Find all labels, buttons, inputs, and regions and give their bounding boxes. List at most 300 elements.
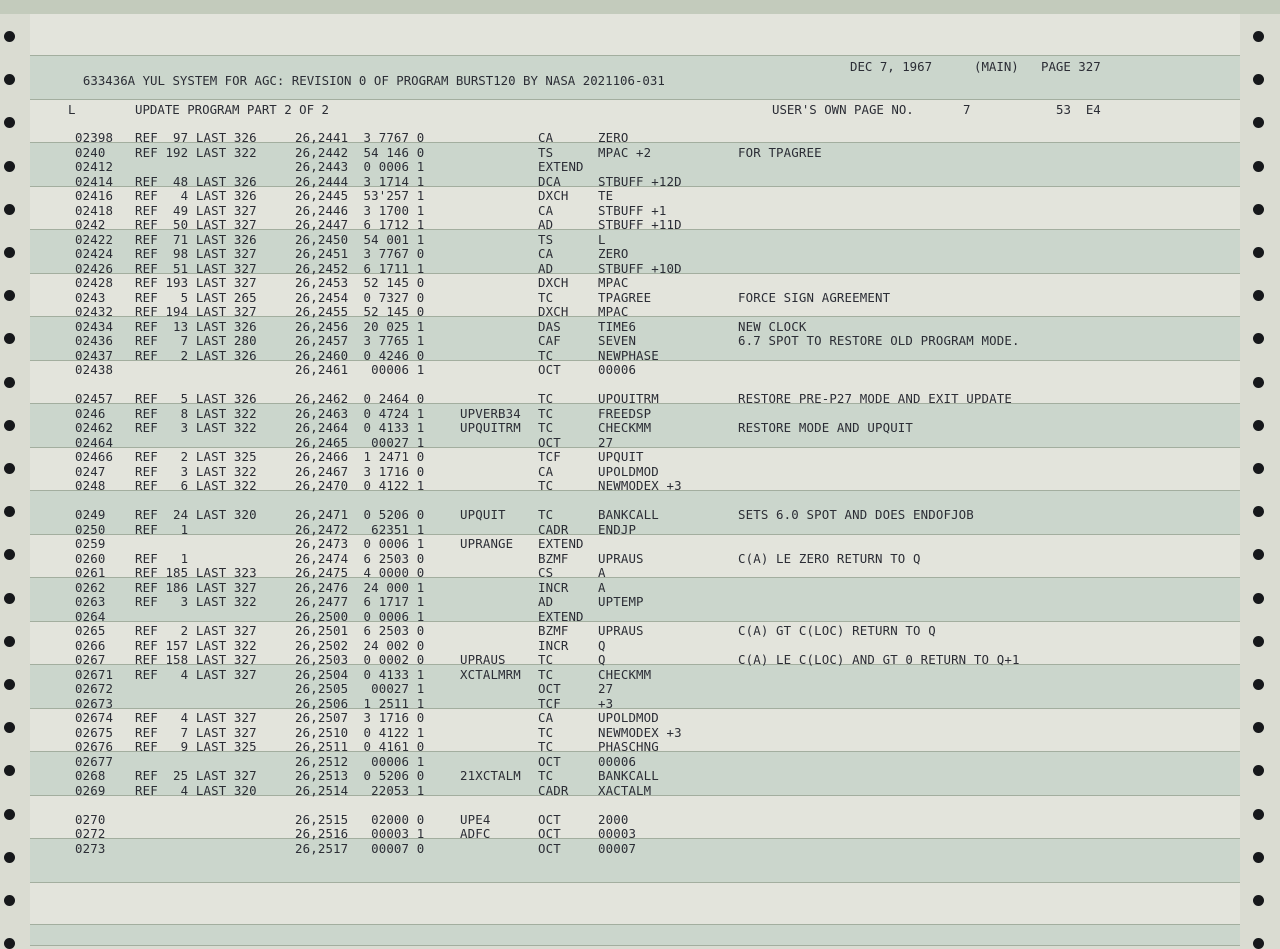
line-number: 0272 — [75, 826, 106, 841]
opcode: CAF — [538, 333, 561, 348]
ref-info — [135, 755, 295, 770]
listing-row — [75, 523, 1158, 538]
label: UPRANGE — [460, 536, 514, 551]
listing-row — [75, 566, 1158, 581]
ref-info — [135, 378, 295, 393]
line-number — [75, 378, 135, 393]
ref-info: REF 4 LAST 327 — [135, 666, 257, 682]
sprocket-hole — [1253, 679, 1264, 690]
label — [460, 798, 538, 813]
opcode: TC — [538, 507, 554, 522]
line-number: 0267 — [75, 652, 106, 667]
ref-info: REF 157 LAST 322 — [135, 637, 257, 653]
address-code: 26,2444 3 1714 1 — [295, 173, 425, 189]
line-number: 0273 — [75, 840, 106, 856]
listing-row — [75, 392, 1158, 407]
ref-info: REF 185 LAST 323 — [135, 565, 257, 580]
line-number: 0266 — [75, 637, 106, 653]
address-code: 26,2503 0 0002 0 — [295, 652, 425, 667]
comment — [738, 566, 1158, 581]
listing-row — [75, 204, 1158, 219]
label — [460, 523, 538, 538]
comment — [738, 262, 1158, 277]
label — [460, 465, 538, 480]
label — [460, 146, 538, 161]
comment — [738, 682, 1158, 697]
sprocket-hole — [4, 722, 15, 733]
listing-row — [75, 581, 1158, 596]
ref-info: REF 8 LAST 322 — [135, 405, 257, 421]
listing-row — [75, 465, 1158, 480]
opcode: TC — [538, 739, 554, 754]
operand: STBUFF +11D — [598, 217, 682, 232]
listing-row — [75, 305, 1158, 320]
comment — [738, 407, 1158, 422]
opcode: CADR — [538, 782, 569, 798]
label — [460, 842, 538, 857]
operand: MPAC — [598, 304, 629, 319]
header-title: 633436A YUL SYSTEM FOR AGC: REVISION 0 OF PROGRAM BURST120 BY NASA 2021106-031 — [82, 73, 665, 88]
band — [30, 924, 1240, 946]
line-number: 0240 — [75, 144, 106, 160]
sprocket-hole — [4, 420, 15, 431]
address-code: 26,2447 6 1712 1 — [295, 217, 425, 232]
operand: ENDJP — [598, 521, 637, 537]
opcode: OCT — [538, 681, 561, 696]
sprocket-hole — [4, 549, 15, 560]
label — [460, 247, 538, 262]
listing-row — [75, 639, 1158, 654]
comment: C(A) LE C(LOC) AND GT 0 RETURN TO Q+1 — [738, 652, 1020, 667]
operand: A — [598, 579, 606, 595]
address-code: 26,2473 0 0006 1 — [295, 536, 425, 551]
sprocket-hole — [4, 290, 15, 301]
address-code: 26,2471 0 5206 0 — [295, 507, 425, 522]
header-users-page: USER'S OWN PAGE NO. — [772, 102, 914, 117]
comment: NEW CLOCK — [738, 318, 807, 334]
operand: UPRAUS — [598, 550, 644, 566]
comment — [738, 204, 1158, 219]
comment — [738, 595, 1158, 610]
opcode: TC — [538, 652, 554, 667]
comment — [738, 697, 1158, 712]
header-subtitle: UPDATE PROGRAM PART 2 OF 2 — [135, 102, 329, 117]
operand: CHECKMM — [598, 666, 652, 682]
label — [460, 349, 538, 364]
comment — [738, 378, 1158, 393]
ref-info: REF 9 LAST 325 — [135, 739, 257, 754]
sprocket-hole — [4, 895, 15, 906]
line-number: 02437 — [75, 347, 114, 363]
header-date: DEC 7, 1967 — [850, 59, 933, 74]
label — [460, 175, 538, 190]
opcode — [538, 798, 598, 813]
label: 21XCTALM — [460, 768, 521, 783]
label: XCTALMRM — [460, 666, 521, 682]
ref-info: REF 2 LAST 327 — [135, 623, 257, 638]
listing-row — [75, 537, 1158, 552]
sprocket-hole — [1253, 722, 1264, 733]
opcode: INCR — [538, 637, 569, 653]
top-edge — [0, 0, 1280, 14]
opcode: TS — [538, 231, 554, 247]
listing-row — [75, 262, 1158, 277]
comment — [738, 218, 1158, 233]
label — [460, 320, 538, 335]
listing-row — [75, 378, 1158, 393]
opcode: TC — [538, 391, 554, 406]
ref-info — [135, 436, 295, 451]
line-number: 0243 — [75, 289, 106, 305]
comment — [738, 479, 1158, 494]
sprocket-hole — [1253, 852, 1264, 863]
line-number: 0262 — [75, 579, 106, 595]
opcode: TC — [538, 724, 554, 740]
listing-row — [75, 697, 1158, 712]
label — [460, 639, 538, 654]
operand: 00006 — [598, 362, 637, 377]
address-code: 26,2450 54 001 1 — [295, 231, 425, 247]
sprocket-hole — [1253, 895, 1264, 906]
sprocket-hole — [4, 506, 15, 517]
sprocket-hole — [1253, 809, 1264, 820]
sprocket-hole — [1253, 117, 1264, 128]
operand: STBUFF +1 — [598, 202, 667, 218]
comment — [738, 639, 1158, 654]
opcode: CA — [538, 202, 554, 218]
line-number: 02398 — [75, 130, 114, 145]
ref-info: REF 6 LAST 322 — [135, 478, 257, 493]
header-page: PAGE 327 — [1041, 59, 1101, 74]
address-code: 26,2457 3 7765 1 — [295, 333, 425, 348]
ref-info — [135, 610, 295, 625]
ref-info: REF 7 LAST 280 — [135, 333, 257, 348]
operand: 2000 — [598, 811, 629, 827]
label: UPQUITRM — [460, 420, 521, 435]
label — [460, 262, 538, 277]
opcode: DAS — [538, 318, 561, 334]
comment — [738, 465, 1158, 480]
ref-info: REF 3 LAST 322 — [135, 420, 257, 435]
listing-row — [75, 682, 1158, 697]
line-number — [75, 798, 135, 813]
label — [460, 595, 538, 610]
comment: FORCE SIGN AGREEMENT — [738, 289, 891, 305]
listing-row — [75, 146, 1158, 161]
ref-info — [135, 827, 295, 842]
sprocket-hole — [1253, 549, 1264, 560]
comment: SETS 6.0 SPOT AND DOES ENDOFJOB — [738, 507, 974, 522]
address-code: 26,2502 24 002 0 — [295, 637, 425, 653]
sprocket-hole — [4, 333, 15, 344]
ref-info: REF 7 LAST 327 — [135, 724, 257, 740]
opcode: TCF — [538, 449, 561, 464]
comment — [738, 494, 1158, 509]
sprocket-hole — [4, 117, 15, 128]
ref-info — [135, 798, 295, 813]
opcode: TCF — [538, 695, 561, 711]
label — [460, 363, 538, 378]
sprocket-hole — [1253, 31, 1264, 42]
operand: 27 — [598, 681, 614, 696]
address-code: 26,2441 3 7767 0 — [295, 130, 425, 145]
operand: SEVEN — [598, 333, 637, 348]
ref-info: REF 4 LAST 320 — [135, 782, 257, 798]
label — [460, 131, 538, 146]
label — [460, 711, 538, 726]
comment — [738, 537, 1158, 552]
opcode: EXTEND — [538, 536, 584, 551]
line-number: 02436 — [75, 333, 114, 348]
ref-info — [135, 842, 295, 857]
listing-row — [75, 160, 1158, 175]
listing-row — [75, 479, 1158, 494]
line-number: 02428 — [75, 275, 114, 290]
line-number: 02457 — [75, 391, 114, 406]
address-code: 26,2451 3 7767 0 — [295, 246, 425, 261]
label — [460, 740, 538, 755]
ref-info: REF 158 LAST 327 — [135, 652, 257, 667]
label — [460, 784, 538, 799]
address-code: 26,2446 3 1700 1 — [295, 202, 425, 218]
opcode: EXTEND — [538, 159, 584, 174]
header-right: 53 E4 — [1056, 102, 1101, 117]
line-number: 02422 — [75, 231, 114, 247]
label — [460, 233, 538, 248]
line-number: 0248 — [75, 478, 106, 493]
comment — [738, 726, 1158, 741]
operand: CHECKMM — [598, 420, 652, 435]
comment: 6.7 SPOT TO RESTORE OLD PROGRAM MODE. — [738, 333, 1020, 348]
address-code: 26,2456 20 025 1 — [295, 318, 425, 334]
label — [460, 218, 538, 233]
opcode: CA — [538, 130, 554, 145]
opcode: TC — [538, 478, 554, 493]
comment — [738, 363, 1158, 378]
sprocket-hole — [1253, 333, 1264, 344]
label — [460, 334, 538, 349]
label — [460, 160, 538, 175]
comment — [738, 740, 1158, 755]
operand — [598, 798, 738, 813]
sprocket-hole — [4, 809, 15, 820]
sprocket-hole — [4, 593, 15, 604]
comment — [738, 247, 1158, 262]
opcode: OCT — [538, 811, 561, 827]
address-code: 26,2466 1 2471 0 — [295, 449, 425, 464]
listing-row — [75, 334, 1158, 349]
opcode: TS — [538, 144, 554, 160]
listing-row — [75, 740, 1158, 755]
sprocket-hole — [4, 463, 15, 474]
sprocket-hole — [1253, 636, 1264, 647]
sprocket-hole — [4, 679, 15, 690]
opcode: BZMF — [538, 623, 569, 638]
address-code: 26,2475 4 0000 0 — [295, 565, 425, 580]
opcode: AD — [538, 594, 554, 609]
sprocket-hole — [1253, 506, 1264, 517]
ref-info — [135, 697, 295, 712]
operand — [598, 537, 738, 552]
listing-row — [75, 494, 1158, 509]
ref-info: REF 51 LAST 327 — [135, 260, 257, 276]
address-code: 26,2442 54 146 0 — [295, 144, 425, 160]
line-number: 02464 — [75, 434, 114, 450]
operand: A — [598, 565, 606, 580]
operand: PHASCHNG — [598, 739, 659, 754]
comment — [738, 827, 1158, 842]
header-line-1 — [68, 60, 665, 88]
ref-info: REF 49 LAST 327 — [135, 202, 257, 218]
listing-row — [75, 450, 1158, 465]
ref-info: REF 50 LAST 327 — [135, 217, 257, 232]
opcode: EXTEND — [538, 608, 584, 624]
label — [460, 204, 538, 219]
label — [460, 726, 538, 741]
address-code: 26,2463 0 4724 1 — [295, 405, 425, 421]
address-code: 26,2470 0 4122 1 — [295, 478, 425, 493]
ref-info: REF 1 — [135, 521, 189, 537]
ref-info: REF 71 LAST 326 — [135, 231, 257, 247]
sprocket-hole — [4, 74, 15, 85]
operand: TPAGREE — [598, 289, 652, 305]
address-code: 26,2512 00006 1 — [295, 753, 425, 769]
address-code: 26,2453 52 145 0 — [295, 275, 425, 290]
listing-row — [75, 711, 1158, 726]
address-code: 26,2454 0 7327 0 — [295, 289, 425, 305]
listing-row — [75, 363, 1158, 378]
opcode: TC — [538, 289, 554, 305]
listing-row — [75, 552, 1158, 567]
label: UPQUIT — [460, 507, 506, 522]
operand: FREEDSP — [598, 405, 652, 421]
line-number: 0259 — [75, 536, 106, 551]
operand: BANKCALL — [598, 507, 659, 522]
label: UPRAUS — [460, 652, 506, 667]
ref-info — [135, 363, 295, 378]
comment — [738, 276, 1158, 291]
listing-row — [75, 218, 1158, 233]
opcode: OCT — [538, 826, 561, 841]
listing-row — [75, 842, 1158, 857]
comment — [738, 755, 1158, 770]
comment — [738, 523, 1158, 538]
listing-row — [75, 247, 1158, 262]
listing-row — [75, 291, 1158, 306]
opcode: TC — [538, 347, 554, 363]
ref-info: REF 1 — [135, 550, 189, 566]
listing-row — [75, 668, 1158, 683]
line-number: 0260 — [75, 550, 106, 566]
address-code — [295, 378, 460, 393]
label: UPE4 — [460, 811, 491, 827]
operand: UPOLDMOD — [598, 710, 659, 725]
address-code: 26,2507 3 1716 0 — [295, 710, 425, 725]
sprocket-hole — [4, 204, 15, 215]
line-number: 02672 — [75, 681, 114, 696]
comment — [738, 189, 1158, 204]
opcode — [538, 378, 598, 393]
line-number: 02424 — [75, 246, 114, 261]
operand: UPQUIT — [598, 449, 644, 464]
operand: STBUFF +12D — [598, 173, 682, 189]
comment — [738, 769, 1158, 784]
listing-row — [75, 131, 1158, 146]
opcode: CA — [538, 246, 554, 261]
listing-row — [75, 784, 1158, 799]
line-number: 02676 — [75, 739, 114, 754]
label — [460, 581, 538, 596]
opcode: DCA — [538, 173, 561, 189]
ref-info — [135, 537, 295, 552]
ref-info: REF 98 LAST 327 — [135, 246, 257, 261]
address-code: 26,2464 0 4133 1 — [295, 420, 425, 435]
operand: TE — [598, 188, 614, 203]
label — [460, 610, 538, 625]
line-number: 02432 — [75, 304, 114, 319]
line-number: 0268 — [75, 768, 106, 783]
operand: XACTALM — [598, 782, 652, 798]
sprocket-hole — [4, 765, 15, 776]
operand: 00007 — [598, 840, 637, 856]
line-number: 02426 — [75, 260, 114, 276]
sprocket-hole — [1253, 463, 1264, 474]
listing-row — [75, 595, 1158, 610]
label — [460, 566, 538, 581]
label — [460, 755, 538, 770]
comment — [738, 798, 1158, 813]
address-code: 26,2517 00007 0 — [295, 840, 425, 856]
ref-info: REF 4 LAST 326 — [135, 188, 257, 203]
opcode: OCT — [538, 434, 561, 450]
ref-info — [135, 160, 295, 175]
address-code: 26,2501 6 2503 0 — [295, 623, 425, 638]
comment — [738, 581, 1158, 596]
operand: L — [598, 231, 606, 247]
operand: NEWPHASE — [598, 347, 659, 363]
operand: UPOLDMOD — [598, 463, 659, 479]
opcode: OCT — [538, 840, 561, 856]
label — [460, 305, 538, 320]
sprocket-hole — [1253, 204, 1264, 215]
label — [460, 276, 538, 291]
ref-info — [135, 682, 295, 697]
line-number: 02466 — [75, 449, 114, 464]
line-number: 0246 — [75, 405, 106, 421]
ref-info: REF 25 LAST 327 — [135, 768, 257, 783]
listing-row — [75, 233, 1158, 248]
operand: MPAC +2 — [598, 144, 652, 160]
label: UPVERB34 — [460, 405, 521, 421]
line-number: 02671 — [75, 666, 114, 682]
opcode: DXCH — [538, 304, 569, 319]
address-code: 26,2443 0 0006 1 — [295, 159, 425, 174]
line-number — [75, 494, 135, 509]
listing-row — [75, 349, 1158, 364]
opcode: CADR — [538, 521, 569, 537]
operand: 00006 — [598, 753, 637, 769]
comment — [738, 160, 1158, 175]
operand: 27 — [598, 434, 614, 450]
operand — [598, 494, 738, 509]
opcode: DXCH — [538, 275, 569, 290]
listing-row — [75, 436, 1158, 451]
ref-info — [135, 494, 295, 509]
sprocket-hole — [4, 161, 15, 172]
address-code: 26,2455 52 145 0 — [295, 304, 425, 319]
comment — [738, 305, 1158, 320]
line-number: 0261 — [75, 565, 106, 580]
